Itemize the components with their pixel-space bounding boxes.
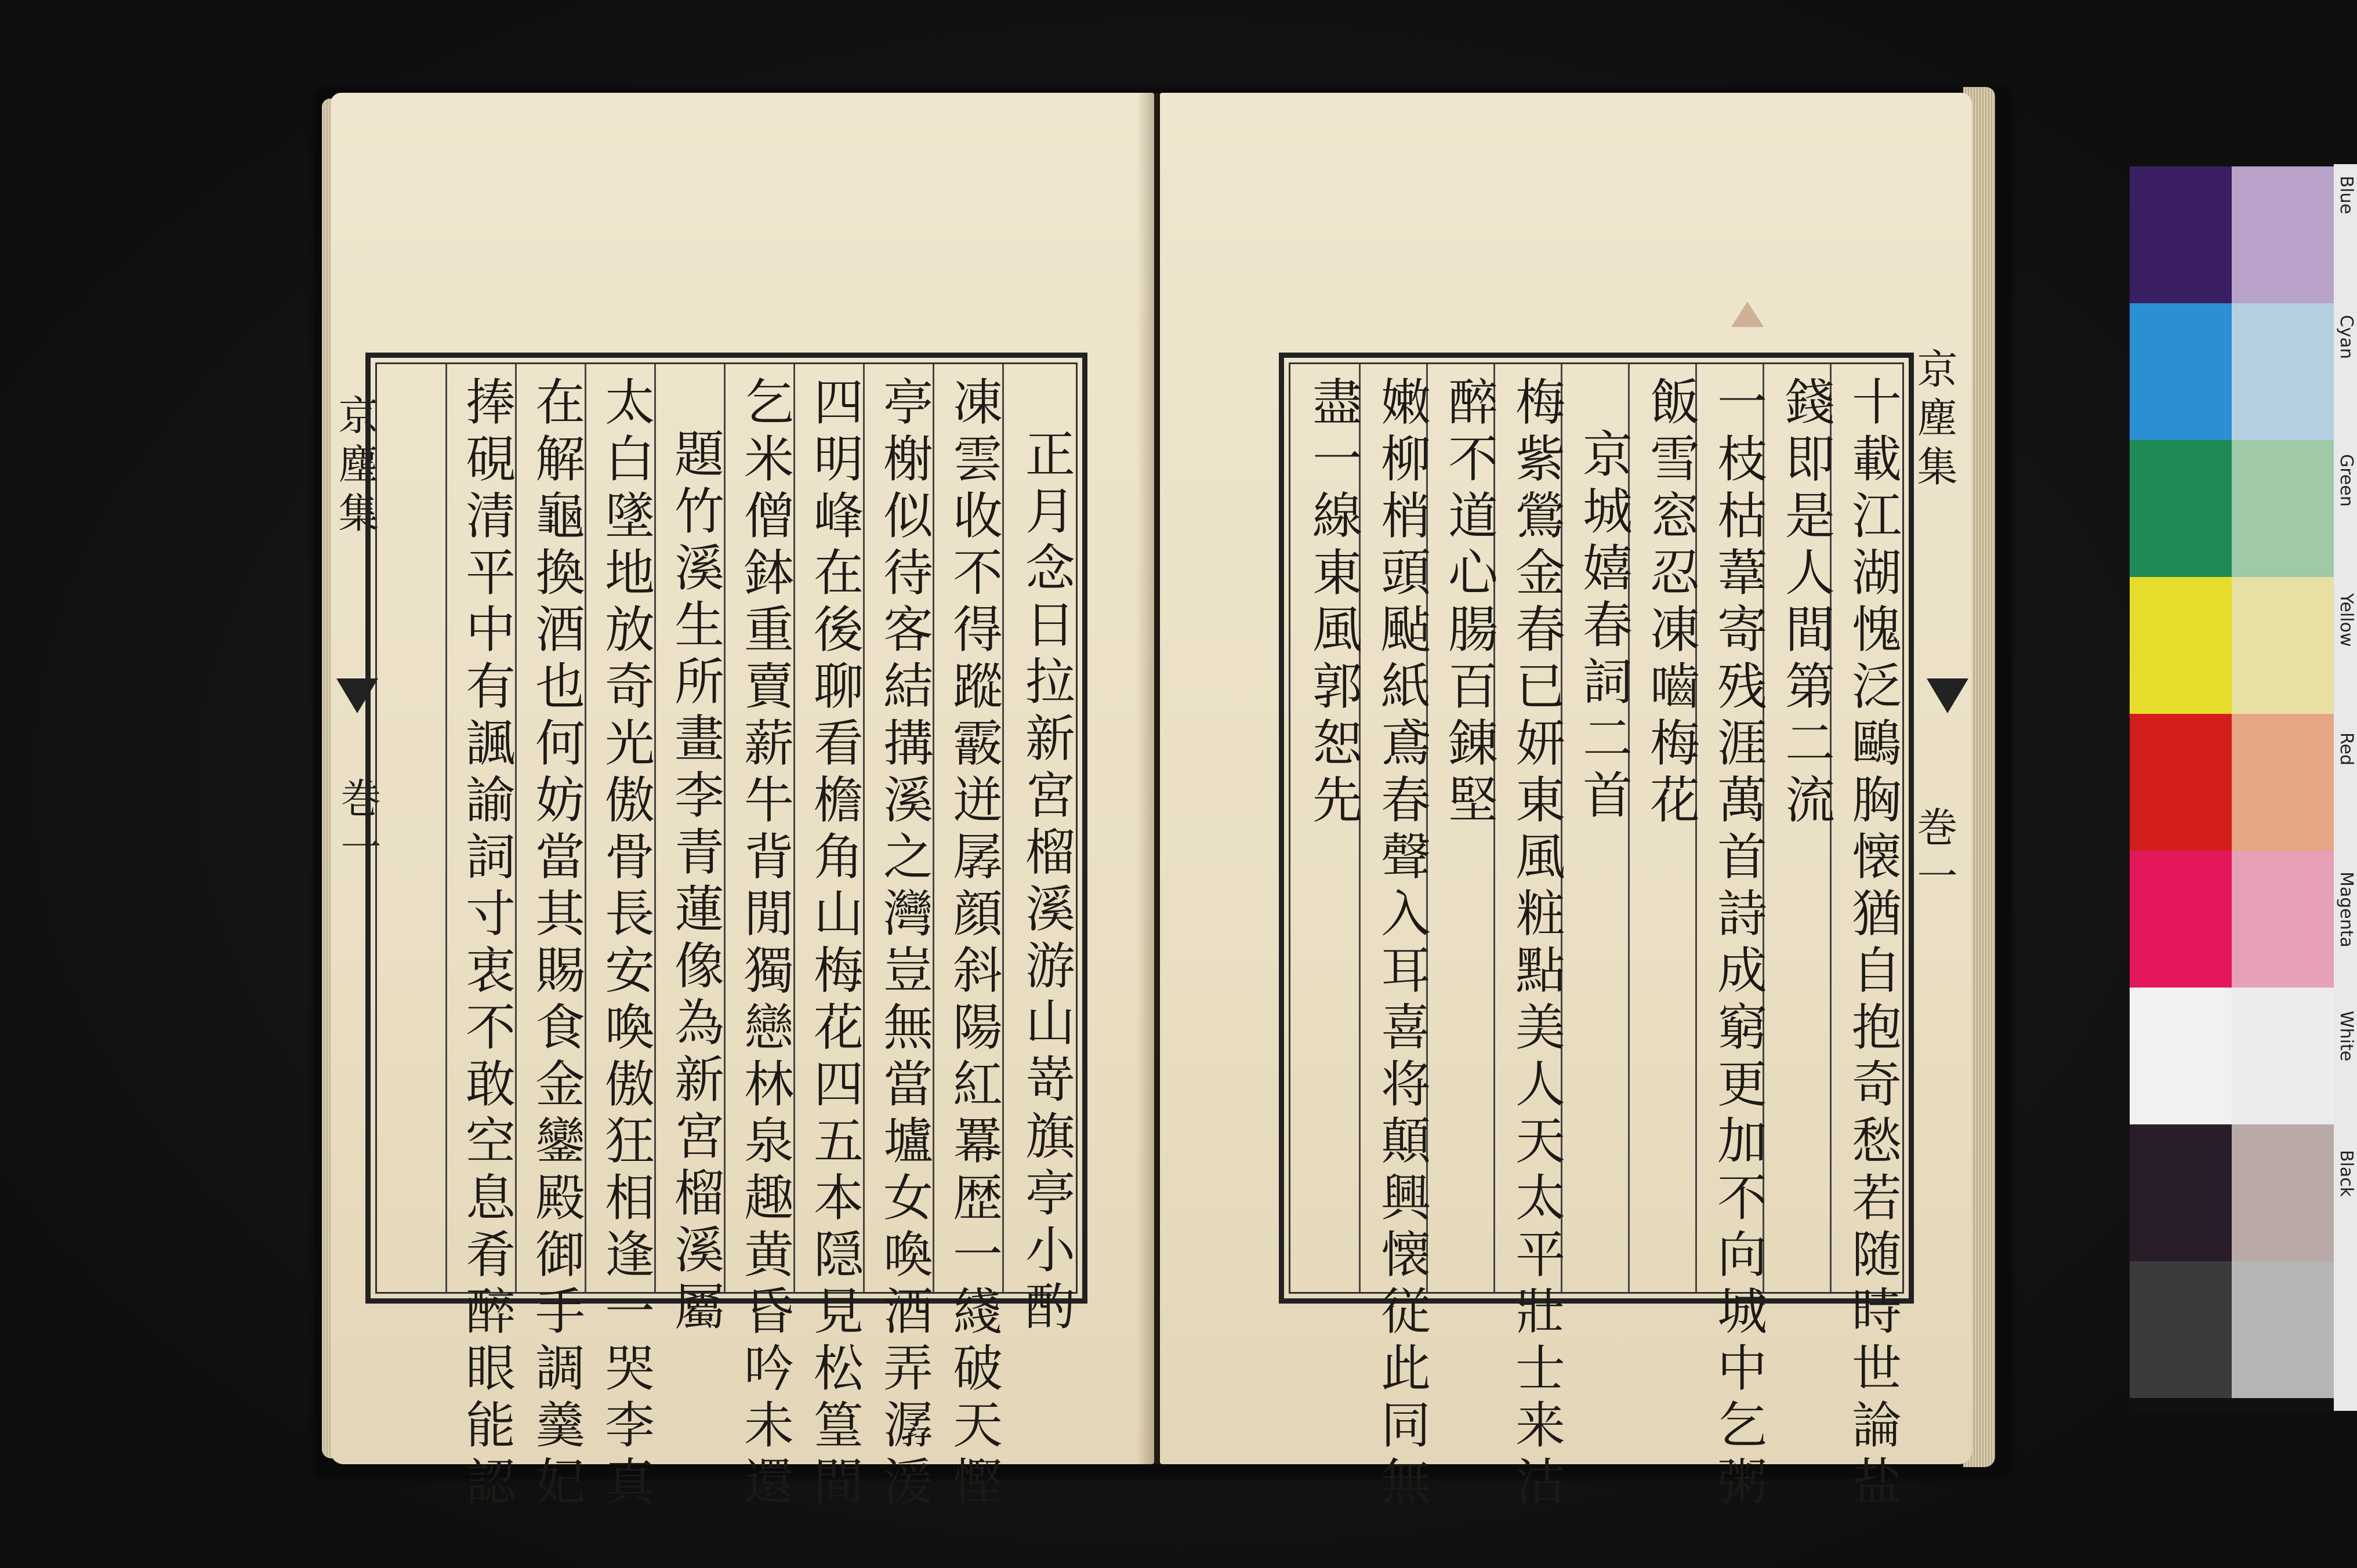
right-margin-title: 京塵集 bbox=[1910, 348, 1958, 494]
color-swatch bbox=[2130, 1261, 2232, 1398]
column-rule bbox=[863, 364, 865, 1292]
color-swatch-tint bbox=[2232, 166, 2334, 303]
left-col-2: 凍雲收不得蹤霰迸孱顔斜陽紅羃歴一綫破天慳 bbox=[944, 376, 1002, 1512]
color-swatch-tint bbox=[2232, 1124, 2334, 1261]
left-col-7: 太白墜地放奇光傲骨長安喚傲狂相逢一哭李真 bbox=[596, 376, 654, 1512]
column-rule bbox=[654, 364, 656, 1292]
right-text-frame bbox=[1279, 353, 1914, 1512]
right-col-9: 盡一線東風郭恕先 bbox=[1304, 376, 1362, 830]
right-col-7: 醉不道心腸百錬堅 bbox=[1439, 376, 1497, 830]
card-label-cyan: Cyan bbox=[2336, 315, 2356, 360]
color-swatch bbox=[2130, 166, 2232, 303]
left-col-5: 乞米僧鉢重賣薪牛背閒獨戀林泉趣黄昏吟未還 bbox=[735, 376, 793, 1512]
right-col-6: 梅紫鶯金春已妍東風粧點美人天太平壯士来沽 bbox=[1507, 376, 1565, 1512]
column-rule bbox=[724, 364, 726, 1292]
color-swatch bbox=[2130, 577, 2232, 714]
right-fishtail-mark bbox=[1927, 678, 1968, 713]
card-label-green: Green bbox=[2336, 454, 2356, 507]
left-col-8: 在解龜換酒也何妨當其賜食金鑾殿御手調羹妃 bbox=[527, 376, 585, 1512]
right-page bbox=[1160, 93, 1972, 1512]
color-swatch-tint bbox=[2232, 714, 2334, 851]
color-swatch-tint bbox=[2232, 303, 2334, 440]
right-col-8: 嫩柳梢頭颭紙鳶春聲入耳喜将顛興懐従此同無 bbox=[1372, 376, 1430, 1512]
color-swatch bbox=[2130, 988, 2232, 1124]
right-frame-inner bbox=[1289, 362, 1904, 1512]
card-label-yellow: Yellow bbox=[2336, 593, 2356, 647]
right-col-5: 京城嬉春詞二首 bbox=[1574, 428, 1632, 826]
card-label-magenta: Magenta bbox=[2336, 872, 2356, 948]
left-col-1: 正月念日拉新宮榴溪游山嵜旗亭小酌 bbox=[1017, 428, 1075, 1337]
right-col-4: 飯雪窓忍凍嚙梅花 bbox=[1641, 376, 1699, 830]
card-label-red: Red bbox=[2336, 732, 2356, 765]
column-rule bbox=[445, 364, 447, 1292]
left-fishtail-mark bbox=[336, 678, 378, 713]
left-col-3: 亭榭似待客結搆溪之灣豈無當壚女喚酒弄潺湲 bbox=[875, 376, 933, 1512]
left-frame-inner bbox=[375, 362, 1078, 1512]
color-swatch bbox=[2130, 1124, 2232, 1261]
card-label-black: Black bbox=[2336, 1150, 2356, 1197]
column-rule bbox=[585, 364, 586, 1292]
color-swatch-tint bbox=[2232, 988, 2334, 1124]
color-swatch bbox=[2130, 851, 2232, 988]
color-swatch bbox=[2130, 714, 2232, 851]
right-margin-volume: 巻一 bbox=[1910, 806, 1958, 903]
color-swatch bbox=[2130, 303, 2232, 440]
left-col-9: 捧硯清平中有諷諭詞寸衷不敢空息肴醉眼能認 bbox=[457, 376, 515, 1512]
color-swatch-tint bbox=[2232, 440, 2334, 577]
color-swatch bbox=[2130, 440, 2232, 577]
left-col-4: 四明峰在後聊看檐角山梅花四五本隠見松篁間 bbox=[805, 376, 863, 1512]
right-col-2: 錢即是人間第二流 bbox=[1776, 376, 1834, 830]
column-rule bbox=[933, 364, 934, 1292]
left-margin-title: 京塵集 bbox=[332, 394, 379, 540]
left-col-6: 題竹溪生所畫李青蓮像為新宮榴溪屬 bbox=[666, 428, 724, 1337]
card-label-white: White bbox=[2336, 1011, 2356, 1062]
left-margin-volume: 巻一 bbox=[334, 777, 382, 874]
column-rule bbox=[1002, 364, 1004, 1292]
column-rule bbox=[515, 364, 517, 1292]
color-swatch-tint bbox=[2232, 851, 2334, 988]
right-col-3: 一枝枯葦寄残涯萬首詩成窮更加不向城中乞粥 bbox=[1709, 376, 1767, 1512]
column-rule bbox=[793, 364, 795, 1292]
right-col-1: 十載江湖愧泛鷗胸懐猶自抱奇愁若随時世論盐 bbox=[1843, 376, 1901, 1512]
left-page bbox=[331, 93, 1154, 1512]
color-swatch-tint bbox=[2232, 577, 2334, 714]
color-swatch-tint bbox=[2232, 1261, 2334, 1398]
color-calibration-card bbox=[2130, 164, 2357, 1411]
card-label-blue: Blue bbox=[2336, 176, 2356, 215]
faded-triangle-mark bbox=[1731, 302, 1764, 327]
left-text-frame bbox=[365, 353, 1087, 1512]
